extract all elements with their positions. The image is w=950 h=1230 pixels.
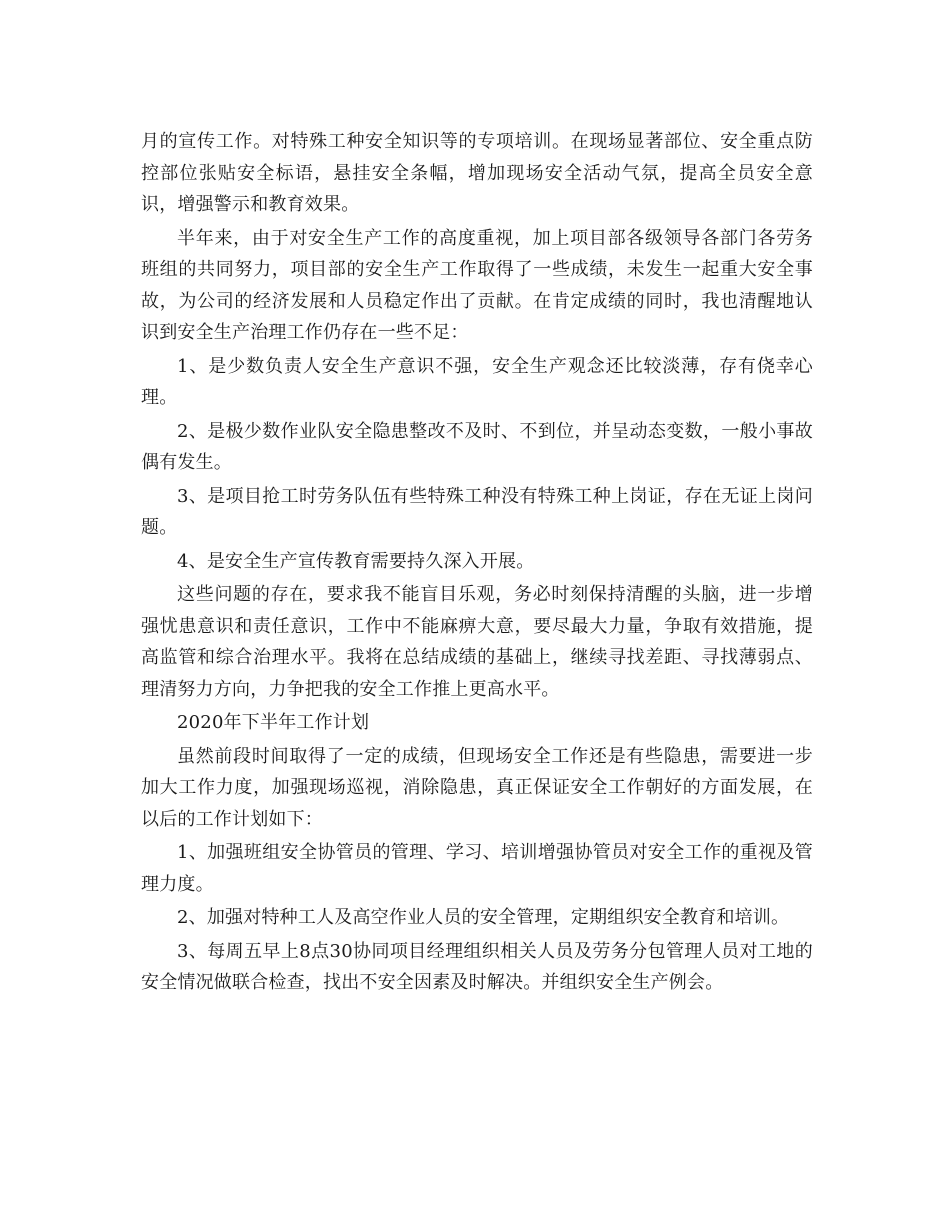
paragraph-issue-3: 3、是项目抢工时劳务队伍有些特殊工种没有特殊工种上岗证，存在无证上岗问题。 — [141, 485, 813, 538]
paragraph-issue-1: 1、是少数负责人安全生产意识不强，安全生产观念还比较淡薄，存有侥幸心理。 — [141, 355, 813, 408]
paragraph-plan-intro: 虽然前段时间取得了一定的成绩，但现场安全工作还是有些隐患，需要进一步加大工作力度，加强现场巡视，消除隐患，真正保证安全工作朝好的方面发展，在以后的工作计划如下： — [141, 745, 813, 830]
paragraph-reflection: 这些问题的存在，要求我不能盲目乐观，务必时刻保持清醒的头脑，进一步增强忧患意识和责任意识，工作中不能麻痹大意，要尽最大力量，争取有效措施，提高监管和综合治理水平。我将在总结成绩的基础上，继续寻找差距、寻找薄弱点、理清努力方向，力争把我的安全工作推上更高水平。 — [141, 584, 813, 700]
paragraph-plan-1: 1、加强班组安全协管员的管理、学习、培训增强协管员对安全工作的重视及管理力度。 — [141, 842, 813, 895]
paragraph-issue-2: 2、是极少数作业队安全隐患整改不及时、不到位，并呈动态变数，一般小事故偶有发生。 — [141, 420, 813, 473]
document-body — [141, 126, 813, 1001]
paragraph-plan-3: 3、每周五早上8点30协同项目经理组织相关人员及劳务分包管理人员对工地的安全情况做联合检查，找出不安全因素及时解决。并组织安全生产例会。 — [141, 940, 813, 993]
paragraph-continuation: 月的宣传工作。对特殊工种安全知识等的专项培训。在现场显著部位、安全重点防控部位张贴安全标语，悬挂安全条幅，增加现场安全活动气氛，提高全员安全意识，增强警示和教育效果。 — [141, 131, 813, 215]
paragraph-issue-4: 4、是安全生产宣传教育需要持久深入开展。 — [177, 550, 535, 572]
section-heading-plan: 2020年下半年工作计划 — [177, 712, 370, 733]
paragraph-plan-2: 2、加强对特种工人及高空作业人员的安全管理，定期组织安全教育和培训。 — [177, 907, 790, 928]
paragraph-summary: 半年来，由于对安全生产工作的高度重视，加上项目部各级领导各部门各劳务班组的共同努力，项目部的安全生产工作取得了一些成绩，未发生一起重大安全事故，为公司的经济发展和人员稳定作出了贡献。在肯定成绩的同时，我也清醒地认识到安全生产治理工作仍存在一些不足： — [141, 227, 813, 343]
